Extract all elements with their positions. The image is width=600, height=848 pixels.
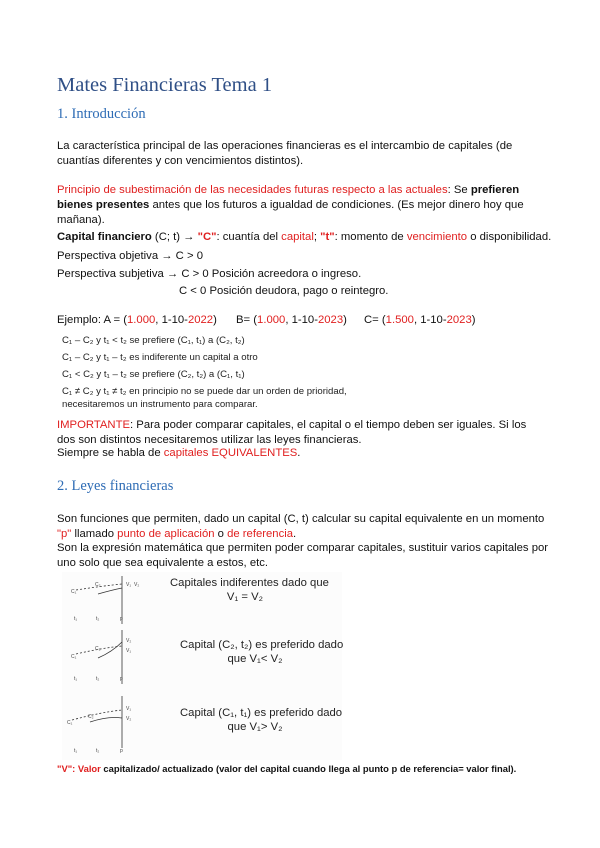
- important-label: IMPORTANTE: [57, 419, 131, 431]
- ejemplo-a-year: 2022: [187, 314, 214, 326]
- ejemplo-line: [57, 313, 217, 328]
- capital-word: capital: [281, 231, 314, 243]
- section-1-heading: 1. Introducción: [57, 106, 146, 122]
- fig3-caption-line2: que V₁> V₂: [227, 721, 283, 733]
- ejemplo-b-end: ): [343, 314, 347, 326]
- rule-2: C₁ – C₂ y t₁ – t₂ es indiferente un capital a otro: [62, 352, 258, 363]
- fig3-t1: t₁: [74, 748, 78, 754]
- fig1-caption-line2: V₁ = V₂: [226, 591, 264, 603]
- ejemplo-b-amount: 1.000: [257, 314, 286, 326]
- ejemplo-a-mid: , 1-10-: [155, 314, 188, 326]
- fig1-caption-line1: Capitales indiferentes dado que: [170, 577, 329, 589]
- leyes-p1-red1: punto de aplicación: [117, 528, 215, 540]
- capital-venc: vencimiento: [406, 231, 468, 243]
- fig2-c2: C₂: [95, 646, 101, 652]
- ejemplo-c-label: C= (: [364, 314, 386, 326]
- capital-p3: : momento de: [334, 231, 407, 243]
- page-title: Mates Financieras Tema 1: [57, 74, 273, 96]
- leyes-p1-a: Son funciones que permiten, dado un capital (C, t) calcular su capital equivalente en un momento: [57, 513, 545, 525]
- fig1-t1: t₁: [74, 616, 78, 622]
- siempre-end: .: [297, 447, 301, 459]
- fig3-caption: [180, 706, 343, 734]
- rule-4: C₁ ≠ C₂ y t₁ ≠ t₂ en principio no se puede dar un orden de prioridad,: [62, 386, 347, 397]
- leyes-p1-c: o: [214, 528, 228, 540]
- intro-paragraph: La característica principal de las operaciones financieras es el intercambio de capitales (de cuantías diferentes y con vencimientos distintos).: [57, 140, 513, 167]
- principle-sep: : Se: [447, 184, 471, 196]
- ejemplo-c-amount: 1.500: [385, 314, 414, 326]
- fig2-caption-line2: que V₁< V₂: [227, 653, 283, 665]
- footer-red: "V": Valor: [57, 763, 101, 774]
- leyes-p1-p: "p": [57, 528, 72, 540]
- fig1-c2: C₂: [95, 582, 101, 588]
- fig1-c1: C₁: [71, 589, 77, 595]
- siempre-red: capitales EQUIVALENTES: [163, 447, 298, 459]
- fig2-t1: t₁: [74, 676, 78, 682]
- ejemplo-c: [364, 313, 476, 328]
- ejemplo-c-mid: , 1-10-: [413, 314, 447, 326]
- fig1-t2: t₂: [96, 616, 100, 622]
- siempre-line: [57, 446, 300, 461]
- leyes-paragraph-2: Son la expresión matemática que permiten poder comparar capitales, sustituir varios capitales por uno solo que sea equivalente a estos, etc.: [57, 542, 549, 569]
- principle-rest: antes que los futuros a igualdad de condiciones. (Es mejor dinero hoy que mañana).: [57, 199, 524, 226]
- capital-ct: (C; t) →: [151, 231, 198, 243]
- ejemplo-a-end: ): [213, 314, 217, 326]
- leyes-p1-b: llamado: [71, 528, 118, 540]
- fig2-v2: V₂: [126, 638, 132, 644]
- fig1-v1: V₁: [126, 582, 132, 588]
- fig3-p: p: [120, 748, 123, 754]
- leyes-p1-red2: de referencia: [227, 528, 294, 540]
- siempre-pre: Siempre se habla de: [57, 447, 164, 459]
- fig2-c1: C₁: [71, 654, 77, 660]
- fig3-v1: V₁: [126, 706, 132, 712]
- ejemplo-b-label: B= (: [236, 314, 258, 326]
- rule-1: C₁ – C₂ y t₁ < t₂ se prefiere (C₁, t₁) a (C₂, t₂): [62, 335, 245, 346]
- ejemplo-b-mid: , 1-10-: [285, 314, 318, 326]
- fig1-caption: [170, 576, 329, 604]
- important-paragraph: [57, 418, 547, 448]
- fig3-c2: C₂: [88, 714, 94, 720]
- capital-p1: : cuantía del: [216, 231, 282, 243]
- fig2-v1: V₁: [126, 648, 132, 654]
- ejemplo-c-end: ): [471, 314, 476, 326]
- fig3-caption-line1: Capital (C₁, t₁) es preferido dado: [180, 707, 343, 719]
- principle-bold: prefieren bienes presentes: [57, 184, 520, 211]
- capital-p4: o disponibilidad.: [467, 231, 552, 243]
- fig2-p: p: [120, 676, 123, 682]
- fig2-caption: [180, 638, 344, 666]
- principle-paragraph: [57, 183, 547, 228]
- fig2-caption-line1: Capital (C₂, t₂) es preferido dado: [180, 639, 344, 651]
- footer-rest: capitalizado/ actualizado (valor del capital cuando llega al punto p de referencia= valor final).: [100, 763, 517, 774]
- capital-financiero-line: [57, 230, 551, 245]
- fig3-c1: C₁: [67, 720, 73, 726]
- fig1-p: p: [120, 616, 123, 622]
- perspectiva-subjetiva-2: C < 0 Posición deudora, pago o reintegro.: [179, 285, 389, 297]
- capital-p2: ;: [313, 231, 321, 243]
- leyes-paragraph-1: [57, 512, 557, 542]
- fig3-v2: V₂: [126, 716, 132, 722]
- perspectiva-objetiva: Perspectiva objetiva → C > 0: [57, 250, 203, 262]
- ejemplo-b: [236, 313, 347, 328]
- fig3-t2: t₂: [96, 748, 100, 754]
- footer-note: [57, 763, 516, 774]
- section-2-heading: 2. Leyes financieras: [57, 478, 174, 494]
- ejemplo-a-amount: 1.000: [127, 314, 156, 326]
- fig2-t2: t₂: [96, 676, 100, 682]
- fig1-v2: V₂: [134, 582, 140, 588]
- rule-5: necesitaremos un instrumento para comparar.: [62, 399, 258, 410]
- important-text: : Para poder comparar capitales, el capital o el tiempo deben ser iguales. Si los dos son distintos necesitaremos utilizar las leyes financieras.: [57, 419, 527, 446]
- capital-t: "t": [320, 231, 335, 243]
- capital-c: "C": [197, 231, 217, 243]
- ejemplo-label: Ejemplo: A = (: [57, 314, 128, 326]
- ejemplo-c-year: 2023: [446, 314, 472, 326]
- ejemplo-b-year: 2023: [317, 314, 344, 326]
- principle-red: Principio de subestimación de las necesidades futuras respecto a las actuales: [57, 184, 448, 196]
- leyes-p1-d: .: [293, 528, 297, 540]
- rule-3: C₁ < C₂ y t₁ – t₂ se prefiere (C₂, t₂) a (C₁, t₁): [62, 369, 245, 380]
- perspectiva-subjetiva: Perspectiva subjetiva → C > 0 Posición acreedora o ingreso.: [57, 268, 362, 280]
- figure-capital-comparison: [62, 572, 342, 760]
- capital-label: Capital financiero: [57, 231, 152, 243]
